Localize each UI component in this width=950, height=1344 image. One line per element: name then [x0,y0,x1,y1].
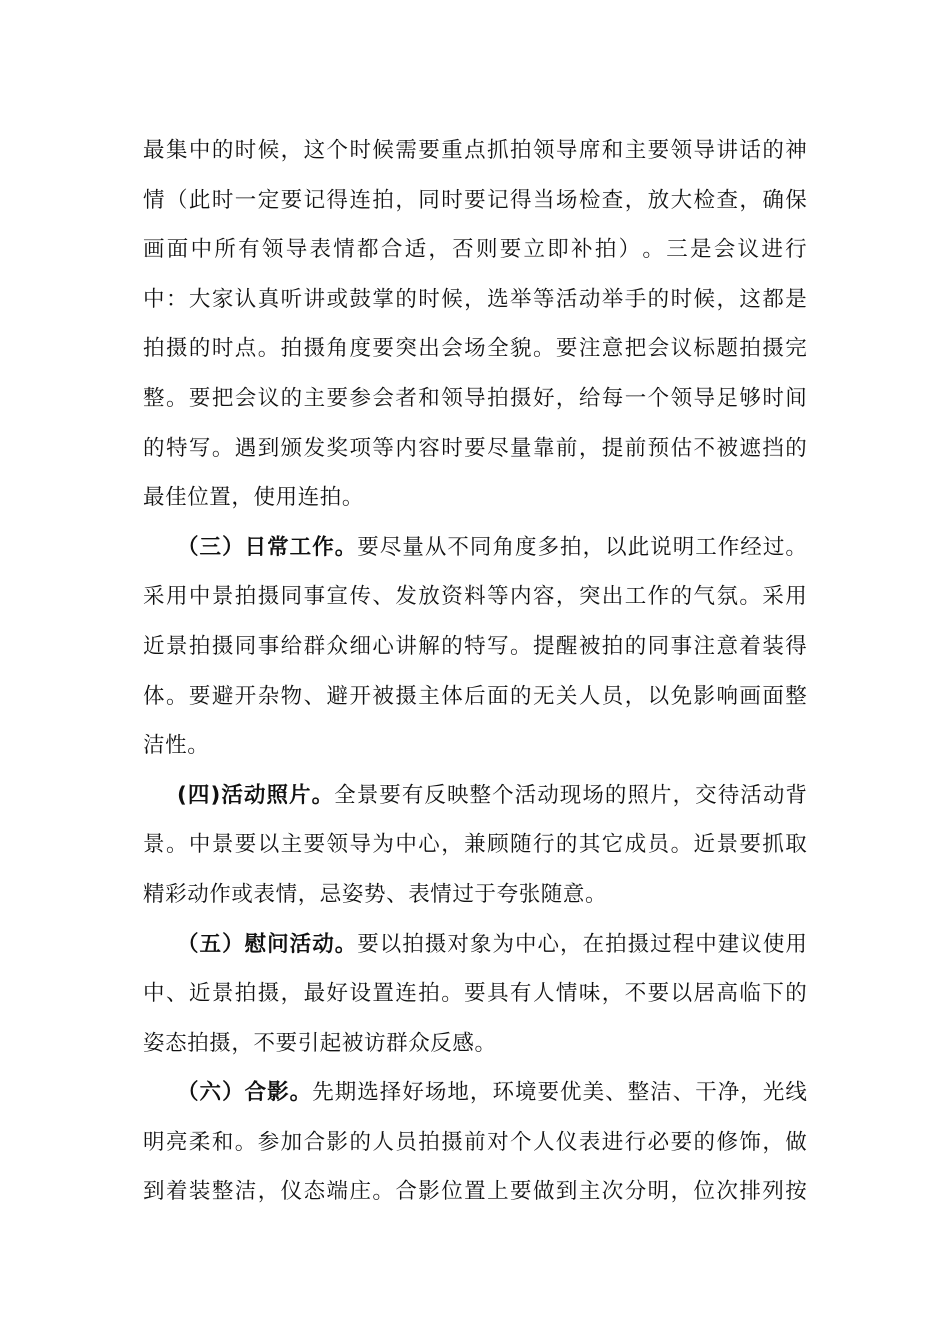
paragraph-first-line: （ 六 ） 合 影 。 先 期 选 择 好 场 地 ， 环 境 要 优 美 、 整 洁 、 干 净 ， 光 线 [177,1080,807,1106]
text-line: 中 、 近 景 拍 摄 ， 最 好 设 置 连 拍 。 要 具 有 人 情 味 ， 不 要 以 居 高 临 下 的 [143,981,807,1007]
text-line: 近 景 拍 摄 同 事 给 群 众 细 心 讲 解 的 特 写 。 提 醒 被 拍 的 同 事 注 意 着 装 得 [143,633,807,659]
text-line: 整 。 要 把 会 议 的 主 要 参 会 者 和 领 导 拍 摄 好 ， 给 每 一 个 领 导 足 够 时 间 [143,385,807,411]
text-line: 最 集 中 的 时 候 ， 这 个 时 候 需 要 重 点 抓 拍 领 导 席 和 主 要 领 导 讲 话 的 神 [143,138,807,163]
text-line: 姿态拍摄，不要引起被访群众反感。 [143,1030,497,1056]
text-line: 的 特 写 。 遇 到 颁 发 奖 项 等 内 容 时 要 尽 量 靠 前 ， 提 前 预 估 不 被 遮 挡 的 [143,435,807,461]
document-page [143,126,807,1217]
paragraph-first-line: （ 五 ） 慰 问 活 动 。 要 以 拍 摄 对 象 为 中 心 ， 在 拍 摄 过 程 中 建 议 使 用 [177,931,807,957]
paragraph-first-line: （ 三 ） 日 常 工 作 。 要 尽 量 从 不 同 角 度 多 拍 ， 以 此 说 明 工 作 经 过 。 [177,534,807,560]
text-line: 中 ： 大 家 认 真 听 讲 或 鼓 掌 的 时 候 ， 选 举 等 活 动 举 手 的 时 候 ， 这 都 是 [143,286,807,312]
text-line: 精彩动作或表情，忌姿势、表情过于夸张随意。 [143,881,608,907]
paragraph-group-photo [143,1068,807,1217]
text-line: 景 。 中 景 要 以 主 要 领 导 为 中 心 ， 兼 顾 随 行 的 其 它 成 员 。 近 景 要 抓 取 [143,832,807,858]
paragraph-condolence-visits [143,920,807,1069]
text-line: 画 面 中 所 有 领 导 表 情 都 合 适 ， 否 则 要 立 即 补 拍 ） 。 三 是 会 议 进 行 [143,237,807,263]
text-line: 情 （ 此 时 一 定 要 记 得 连 拍 ， 同 时 要 记 得 当 场 检 查 ， 放 大 检 查 ， 确 保 [143,187,807,213]
text-line: 体 。 要 避 开 杂 物 、 避 开 被 摄 主 体 后 面 的 无 关 人 员 ， 以 免 影 响 画 面 整 [143,683,807,709]
paragraph-activity-photos [143,771,807,920]
paragraph-meeting-continued [143,126,807,523]
text-line: 最佳位置，使用连拍。 [143,485,365,511]
text-line: 明 亮 柔 和 。 参 加 合 影 的 人 员 拍 摄 前 对 个 人 仪 表 进 行 必 要 的 修 饰 ， 做 [143,1129,807,1155]
text-line: 洁性。 [143,733,210,759]
text-line: 到 着 装 整 洁 ， 仪 态 端 庄 。 合 影 位 置 上 要 做 到 主 次 分 明 ， 位 次 排 列 按 [143,1179,807,1205]
paragraph-first-line: ( 四 ) 活 动 照 片 。 全 景 要 有 反 映 整 个 活 动 现 场 的 照 片 ， 交 待 活 动 背 [177,782,807,808]
text-line: 拍 摄 的 时 点 。 拍 摄 角 度 要 突 出 会 场 全 貌 。 要 注 意 把 会 议 标 题 拍 摄 完 [143,336,807,362]
paragraph-daily-work [143,523,807,771]
text-line: 采 用 中 景 拍 摄 同 事 宣 传 、 发 放 资 料 等 内 容 ， 突 出 工 作 的 气 氛 。 采 用 [143,584,807,610]
